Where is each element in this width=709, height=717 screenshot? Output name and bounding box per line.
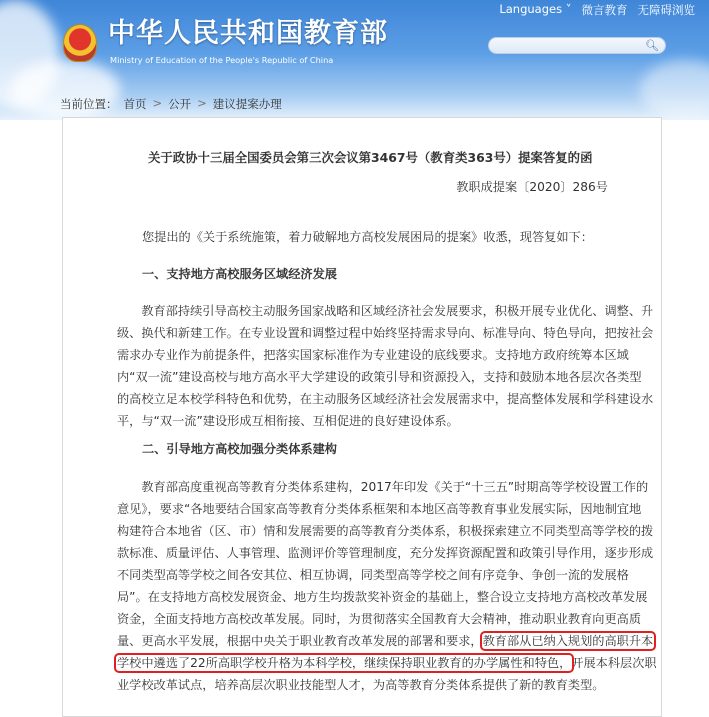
chevron-right-icon: >: [152, 96, 163, 110]
weiyan-link[interactable]: 微言教育: [581, 3, 628, 17]
breadcrumb: [60, 96, 282, 112]
paragraph-line: 教育部持续引导高校主动服务国家战略和区域经济社会发展要求，积极开展专业优化、调整、升: [117, 304, 654, 318]
chevron-right-icon: >: [197, 96, 207, 110]
article-title: 关于政协十三届全国委员会第三次会议第3467号（教育类363号）提案答复的函: [148, 150, 593, 165]
highlighted-text: 学校中遴选了22所高职学校升格为本科学校，继续保持职业教育的办学属性和特色，: [117, 656, 572, 670]
languages-link[interactable]: Languages ˅: [499, 2, 572, 16]
logo-title[interactable]: 中华人民共和国教育部: [108, 18, 388, 49]
line-text: 量、更高水平发展，根据中央关于职业教育改革发展的部署和要求，: [117, 634, 483, 648]
document-number: 教职成提案〔2020〕286号: [456, 180, 608, 194]
accessibility-link[interactable]: 无障碍浏览: [637, 3, 695, 17]
greeting: 您提出的《关于系统施策，着力破解地方高校发展困局的提案》收悉，现答复如下：: [142, 230, 593, 244]
paragraph-line: 款标准、质量评估、人事管理、监测评价等管理制度，充分发挥资源配置和政策引导作用，逐步形成: [117, 546, 654, 560]
highlighted-text: 教育部从已纳入规划的高职升本: [482, 634, 654, 648]
paragraph-line: 意见》，要求“各地要结合国家高等教育分类体系框架和本地区高等教育事业发展实际，因地制宜地: [117, 502, 642, 516]
breadcrumb-proposals[interactable]: 建议提案办理: [212, 97, 282, 111]
paragraph-line: 业学校改革试点，培养高层次职业技能型人才，为高等教育分类体系提供了新的教育类型。: [117, 678, 605, 692]
paragraph-line: 内“双一流”建设高校与地方高水平大学建设的政策引导和资源投入，支持和鼓励本地各层次各类型: [117, 370, 642, 384]
section2-paragraph: [117, 476, 657, 696]
paragraph-line: 资金，全面支持地方高校改革发展。同时，为贯彻落实全国教育大会精神，推动职业教育向更高质: [117, 612, 642, 626]
logo-subtitle: Ministry of Education of the People's Republic of China: [110, 55, 334, 65]
breadcrumb-home[interactable]: 首页: [123, 97, 147, 111]
section1-paragraph: [117, 300, 653, 432]
breadcrumb-label: 当前位置：: [60, 97, 118, 111]
search-icon[interactable]: 🔍︎: [645, 39, 659, 52]
paragraph-line: 平，与“双一流”建设形成互相衔接、互相促进的良好建设体系。: [117, 414, 459, 428]
paragraph-line: 构建符合本地省（区、市）情和发展需要的高等教育分类体系，积极探索建立不同类型高等学校的拨: [117, 524, 654, 538]
paragraph-line: 教育部高度重视高等教育分类体系建构，2017年印发《关于“十三五”时期高等学校设置工作的: [117, 480, 649, 494]
national-emblem-icon: [63, 24, 97, 62]
paragraph-line: [117, 630, 657, 652]
paragraph-line: 级、换代和新建工作。在专业设置和调整过程中始终坚持需求导向、标准导向、特色导向，把按社会: [117, 326, 654, 340]
paragraph-line: [117, 652, 657, 674]
top-links: [499, 2, 695, 18]
section2-heading: 二、引导地方高校加强分类体系建构: [142, 442, 337, 456]
paragraph-line: 需求办专业作为前提条件，把落实国家标准作为专业建设的底线要求。支持地方政府统筹本区域: [117, 348, 629, 362]
paragraph-line: 不同类型高等学校之间各安其位、相互协调，同类型高等学校之间有序竞争、争创一流的发展格: [117, 568, 629, 582]
breadcrumb-public[interactable]: 公开: [168, 97, 192, 111]
section1-heading: 一、支持地方高校服务区域经济发展: [142, 267, 337, 281]
line-text: 开展本科层次职: [571, 656, 657, 670]
paragraph-line: 局”。在支持地方高校发展资金、地方生均拨款奖补资金的基础上，整合设立支持地方高校改革发展: [117, 590, 648, 604]
search-input[interactable]: [488, 37, 666, 54]
paragraph-line: 的高校立足本校学科特色和优势，在主动服务区域经济社会发展需求中，提高整体发展和学科建设水: [117, 392, 654, 406]
